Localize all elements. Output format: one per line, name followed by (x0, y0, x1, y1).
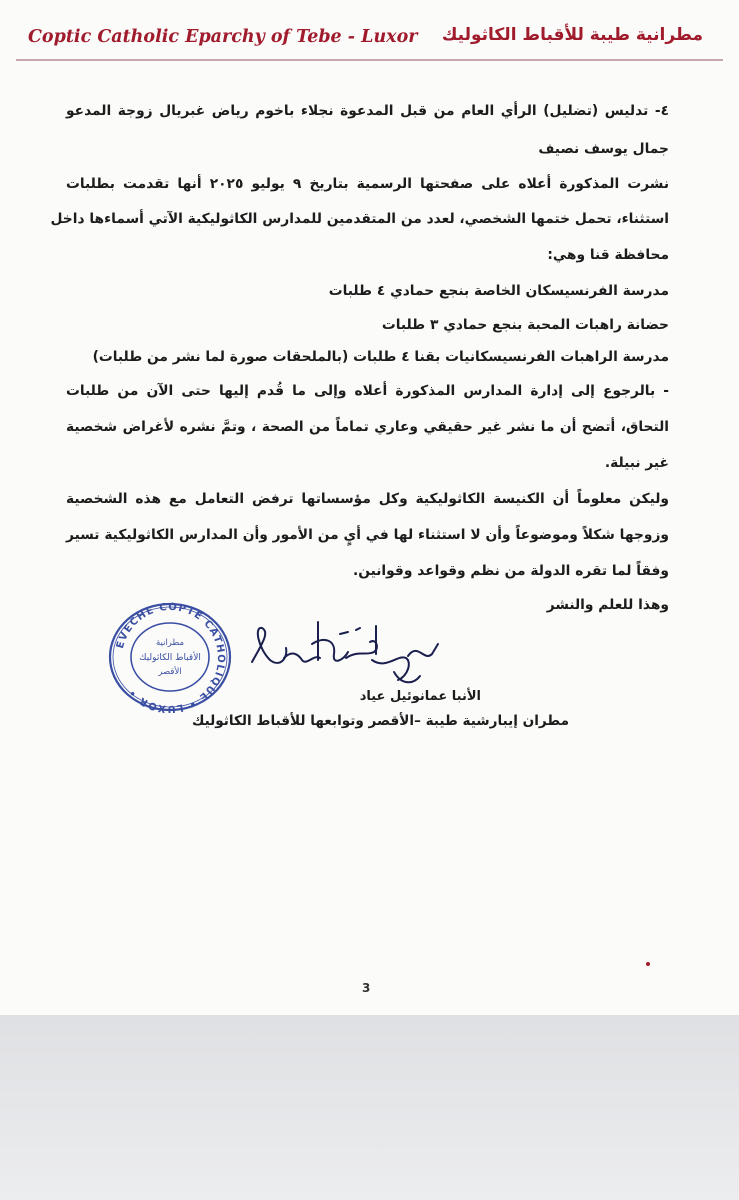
handwritten-signature (248, 614, 448, 696)
body-line-9: - بالرجوع إلى إدارة المدارس المذكورة أعلاه وإلى ما قُدم إليها حتى الآن من طلبات (66, 383, 669, 399)
body-line-5: محافظة قنا وهي: (547, 247, 669, 263)
school-list-item-1: مدرسة الفرنسيسكان الخاصة بنجع حمادي ٤ طلبات (328, 283, 669, 299)
body-line-3: نشرت المذكورة أعلاه على صفحتها الرسمية بتاريخ ٩ يوليو ٢٠٢٥ أنها تقدمت بطلبات (66, 176, 669, 192)
header-divider (16, 59, 723, 61)
svg-text:مطرانية: مطرانية (155, 638, 185, 648)
body-line-11: غير نبيلة. (604, 455, 669, 471)
signatory-title: مطران إيبارشية طيبة –الأقصر وتوابعها للأقباط الكاثوليك (191, 713, 569, 729)
letterhead-english: Coptic Catholic Eparchy of Tebe - Luxor (28, 27, 418, 47)
body-line-1: ٤- تدليس (تضليل) الرأي العام من قبل المدعوة نجلاء باخوم رياض غبريال زوجة المدعو (66, 103, 669, 119)
body-line-14: وفقاً لما تقره الدولة من نظم وقواعد وقوانين. (352, 563, 669, 579)
signatory-name: الأنبا عمانوئيل عياد (359, 689, 481, 704)
svg-text:الأقصر: الأقصر (158, 667, 182, 677)
school-list-item-2: حضانة راهبات المحبة بنجع حمادي ٣ طلبات (381, 317, 669, 333)
body-line-13: وزوجها شكلاً وموضوعاً وأن لا استثناء لها في أيٍ من الأمور وأن المدارس الكاثوليكية تسير (66, 527, 669, 543)
body-line-12: وليكن معلوماً أن الكنيسة الكاثوليكية وكل مؤسساتها ترفض التعامل مع هذه الشخصية (66, 491, 669, 507)
body-line-4: استثناء، تحمل ختمها الشخصي، لعدد من المتقدمين للمدارس الكاثوليكية الآتي أسماءها داخل (50, 211, 669, 227)
letterhead-arabic: مطرانية طيبة للأقباط الكاثوليك (441, 25, 703, 45)
body-line-2: جمال يوسف نصيف (538, 141, 669, 157)
official-seal-stamp (106, 601, 234, 713)
svg-text:EVECHE COPTE CATHOLIQUE • LUXO: EVECHE COPTE CATHOLIQUE • LUXOR • (114, 601, 227, 713)
svg-text:الأقباط الكاثوليك: الأقباط الكاثوليك (139, 653, 201, 663)
school-list-item-3: مدرسة الراهبات الفرنسيسكانيات بقنا ٤ طلبات (بالملحقات صورة لما نشر من طلبات) (92, 349, 669, 365)
page-bottom-background (0, 1015, 739, 1200)
page-number: 3 (362, 981, 371, 995)
ink-mark (646, 962, 650, 966)
closing-line: وهذا للعلم والنشر (546, 597, 669, 613)
body-line-10: التحاق، أتضح أن ما نشر غير حقيقي وعاري تماماً من الصحة ، وتمَّ نشره لأغراض شخصية (66, 419, 669, 435)
